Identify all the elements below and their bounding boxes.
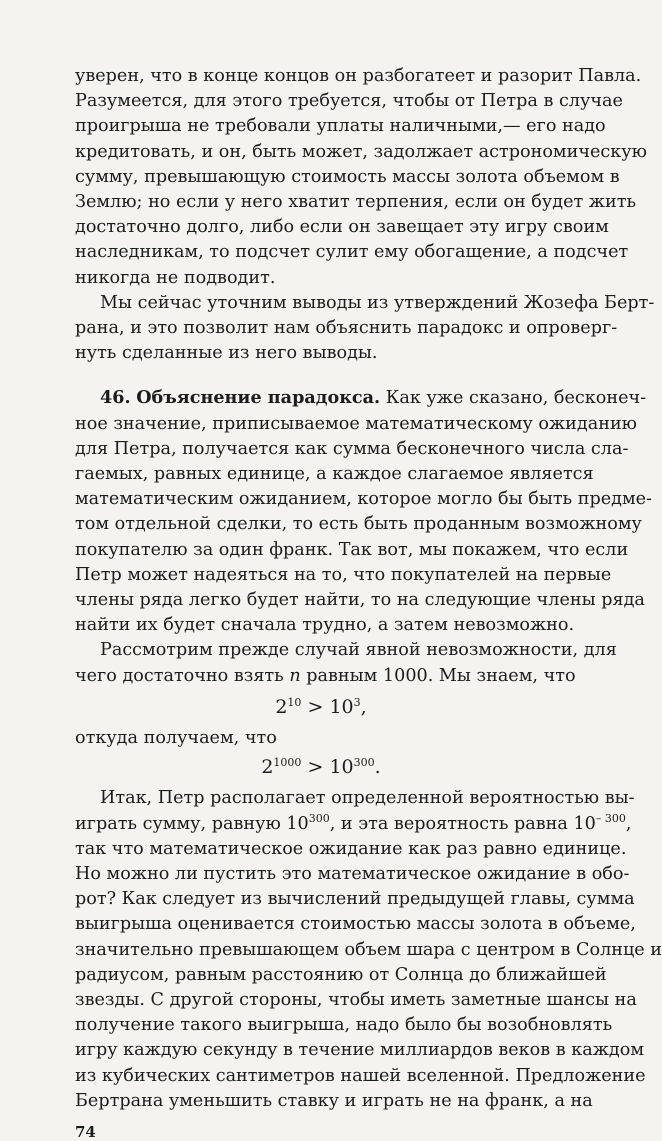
text-line: игру каждую секунду в течение миллиардов веков в каждом (75, 1040, 645, 1061)
exponent: 300 (308, 811, 330, 825)
formula-base: 10 (329, 695, 354, 718)
text-span: равным 1000. Мы знаем, что (306, 665, 576, 686)
formula-base: 10 (329, 756, 354, 779)
text-line: откуда получаем, что (75, 728, 277, 748)
text-line: кредитовать, и он, быть может, задолжает астрономическую (75, 141, 647, 162)
section-text: Как уже сказано, бесконеч- (385, 388, 647, 409)
text-line: так что математическое ожидание как раз равно единице. (75, 838, 627, 859)
exponent: – 300 (595, 811, 626, 825)
text-line: рана, и это позволит нам объяснить парадокс и опроверг- (75, 318, 618, 338)
text-line: выигрыша оценивается стоимостью массы золота в объеме, (75, 914, 636, 935)
text-span: 10 (286, 813, 309, 834)
text-line: Мы сейчас уточним выводы из утверждений Жозефа Берт- (100, 292, 655, 313)
text-line: Землю; но если у него хватит терпения, если он будет жить (75, 192, 637, 212)
variable-n: n (289, 665, 301, 686)
text-span: играть сумму, равную (75, 813, 287, 834)
formula-exponent: 10 (287, 695, 302, 709)
text-line: нуть сделанные из него выводы. (75, 343, 378, 364)
text-span: 10 (573, 813, 596, 834)
formula-base: 2 (275, 695, 288, 718)
text-line: Но можно ли пустить это математическое ожидание в обо- (75, 864, 630, 884)
formula-exponent: 300 (353, 756, 375, 770)
text-line: Итак, Петр располагает определенной вероятностью вы- (100, 788, 635, 809)
text-line: Рассмотрим прежде случай явной невозможности, для (100, 640, 617, 661)
text-line: Разумеется, для этого требуется, чтобы от Петра в случае (75, 91, 623, 112)
formula-base: 2 (261, 756, 274, 779)
text-line: Петр может надеяться на то, что покупателей на первые (75, 564, 612, 585)
text-line: найти их будет сначала трудно, а затем невозможно. (75, 615, 575, 636)
text-line: из кубических сантиметров нашей вселенной. Предложение (75, 1065, 646, 1086)
text-line: рот? Как следует из вычислений предыдущей главы, сумма (75, 889, 635, 910)
formula-exponent: 1000 (273, 756, 302, 770)
text-line: наследникам, то подсчет сулит ему обогащение, а подсчет (75, 242, 629, 263)
text-line: значительно превышающем объем шара с центром в Солнце и (75, 939, 662, 960)
text-line: том отдельной сделки, то есть быть проданным возможному (75, 514, 642, 535)
text-line: Бертрана уменьшить ставку и играть не на франк, а на (75, 1090, 593, 1111)
text-span: , (625, 813, 632, 834)
text-line: математическим ожиданием, которое могло бы быть предме- (75, 489, 653, 510)
text-line: члены ряда легко будет найти, то на следующие члены ряда (75, 590, 645, 610)
section-number: 46. (100, 387, 131, 409)
formula-punct: , (360, 695, 367, 718)
page-number: 74 (75, 1123, 96, 1141)
text-line: звезды. С другой стороны, чтобы иметь заметные шансы на (75, 990, 637, 1010)
section-title: Объяснение парадокса. (136, 387, 381, 409)
text-span: чего достаточно взять (75, 665, 284, 686)
formula-relation: > (307, 756, 324, 779)
text-line: проигрыша не требовали уплаты наличными,— его надо (75, 116, 606, 137)
text-line: для Петра, получается как сумма бесконечного числа сла- (75, 438, 629, 459)
text-line: гаемых, равных единице, а каждое слагаемое является (75, 464, 594, 484)
text-line: радиусом, равным расстоянию от Солнца до ближайшей (75, 964, 607, 985)
text-line: ное значение, приписываемое математическому ожиданию (75, 413, 638, 434)
formula-exponent: 3 (353, 695, 361, 709)
text-line: сумму, превышающую стоимость массы золота объемом в (75, 166, 620, 187)
formula-relation: > (307, 695, 324, 718)
text-line: уверен, что в конце концов он разбогатеет и разорит Павла. (75, 66, 642, 86)
text-line: покупателю за один франк. Так вот, мы покажем, что если (75, 539, 629, 560)
text-line: никогда не подводит. (75, 267, 276, 288)
formula-punct: . (374, 756, 381, 779)
text-line: получение такого выигрыша, надо было бы возобновлять (75, 1015, 613, 1036)
text-span: , и эта вероятность равна (329, 813, 574, 834)
text-line: достаточно долго, либо если он завещает эту игру своим (75, 217, 609, 238)
